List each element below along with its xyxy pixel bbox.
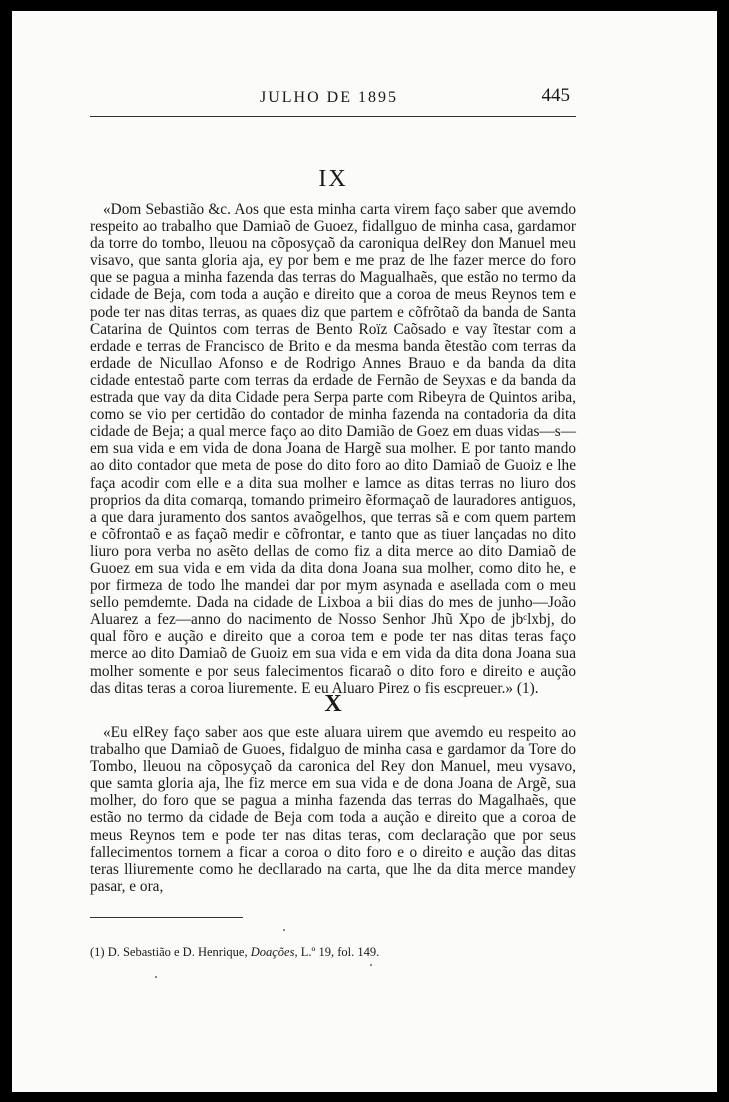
footnote-rule [90,917,243,918]
paper-speck [370,964,372,966]
footnote [90,945,576,960]
footnote-reference: L.º 19, fol. 149. [300,945,380,959]
section-heading-x: X [324,691,342,717]
footnote-italic-title: Doações, [250,945,298,959]
header-rule [90,116,576,117]
section-ix-paragraph: «Dom Sebastião &c. Aos que esta minha carta virem faço saber que avemdo respeito ao trabalho que Damiaõ de Guoez, fidallguo de minha casa, gardamor da torre do tombo, lleuou na cõposyçaõ da caroniqua delRey don Manuel meu visavo, que santa gloria aja, ey por bem e me praz de lhe fazer merce do foro que se pagua a minha fazenda das terras do Magualhaẽs, que estão no termo da cidade de Beja, com toda a aução e direito que a coroa de meus Reynos tem e pode ter nas ditas terras, as quaes diz que partem e cõfrõtaõ da banda de Santa Catarina de Quintos com terras de Bento Roïz Caõsado e vay ĩtestar com a erdade e terras de Francisco de Brito e da mesma banda ẽtestão com terras da erdade de Nicullao Afonso e de Rodrigo Annes Brauo e da banda da dita cidade entestaõ parte com terras da erdade de Fernão de Seyxas e da banda da estrada que vay da dita Cidade pera Serpa parte com Ribeyra de Quintos ariba, como se vio per certidão do contador de minha fazenda na contadoria da dita cidade de Beja; a qual merce faço ao dito Damião de Goez em duas vidas—s—em sua vida e em vida de dona Joana de Hargẽ sua molher. E por tanto mando ao dito contador que meta de pose do dito foro ao dito Damiaõ de Guoiz e lhe faça acodir com elle e a dita sua molher e lamce as ditas terras no liuro dos proprios da dita comarqa, tomando primeiro ẽformaçaõ de lauradores antiguos, a que dara juramento dos santos avaõgelhos, que terras sã e com quem partem e cõfrontaõ e as façaõ medir e cõfrontar, e tanto que as tiuer lançadas no dito liuro pora verba no asẽto dellas de como fiz a dita merce ao dito Damiaõ de Guoez em sua vida e em vida da dita dona Joana sua molher, como dito he, e por firmeza de todo lhe mandei dar por mym asynada e asellada com o meu sello pemdemte. Dada na cidade de Lixboa a bii dias do mes de junho—João Aluarez a fez—anno do nacimento de Nosso Senhor Jhũ Xpo de jbᶜlxbj, do qual fõro e aução e direito que a coroa tem e pode ter nas ditas teras faço merce ao dito Damiaõ de Guoiz em sua vida e em vida da dita dona Joana sua molher somente e por seus falecimentos ficaraõ o dito foro e direito e aução das ditas teras a coroa liuremente. E eu Aluaro Pirez o fis escpreuer.» (1). [90,201,576,697]
footnote-marker: (1) [90,945,105,959]
page [12,11,717,1092]
paper-speck [155,976,157,978]
page-header [90,83,576,123]
section-heading-ix: IX [318,166,348,192]
running-head: JULHO DE 1895 [260,89,398,106]
section-x-paragraph: «Eu elRey faço saber aos que este aluara uirem que avemdo eu respeito ao trabalho que Damiaõ de Guoes, fidalguo de minha casa e gardamor da Tore do Tombo, lleuou na cõposyçaõ da caronica del Rey don Manuel, meu vysavo, que samta gloria aja, lhe fiz merce em sua vida e de dona Joana de Argẽ, sua molher, do foro que se pagua a minha fazenda das terras do Magalhaẽs, que estão no termo da cidade de Beja com toda a aução e direito que a coroa de meus Reynos tem e pode ter nas ditas teras, com declaração que por seus fallecimentos tornem a ficar a coroa o dito foro e o direito e aução das ditas teras lliuremente como he decllarado na carta, que lhe da dita merce mandey pasar, e ora, [90,724,576,895]
footnote-text: D. Sebastião e D. Henrique, [107,945,248,959]
paper-speck [283,929,285,931]
page-number: 445 [541,85,570,106]
